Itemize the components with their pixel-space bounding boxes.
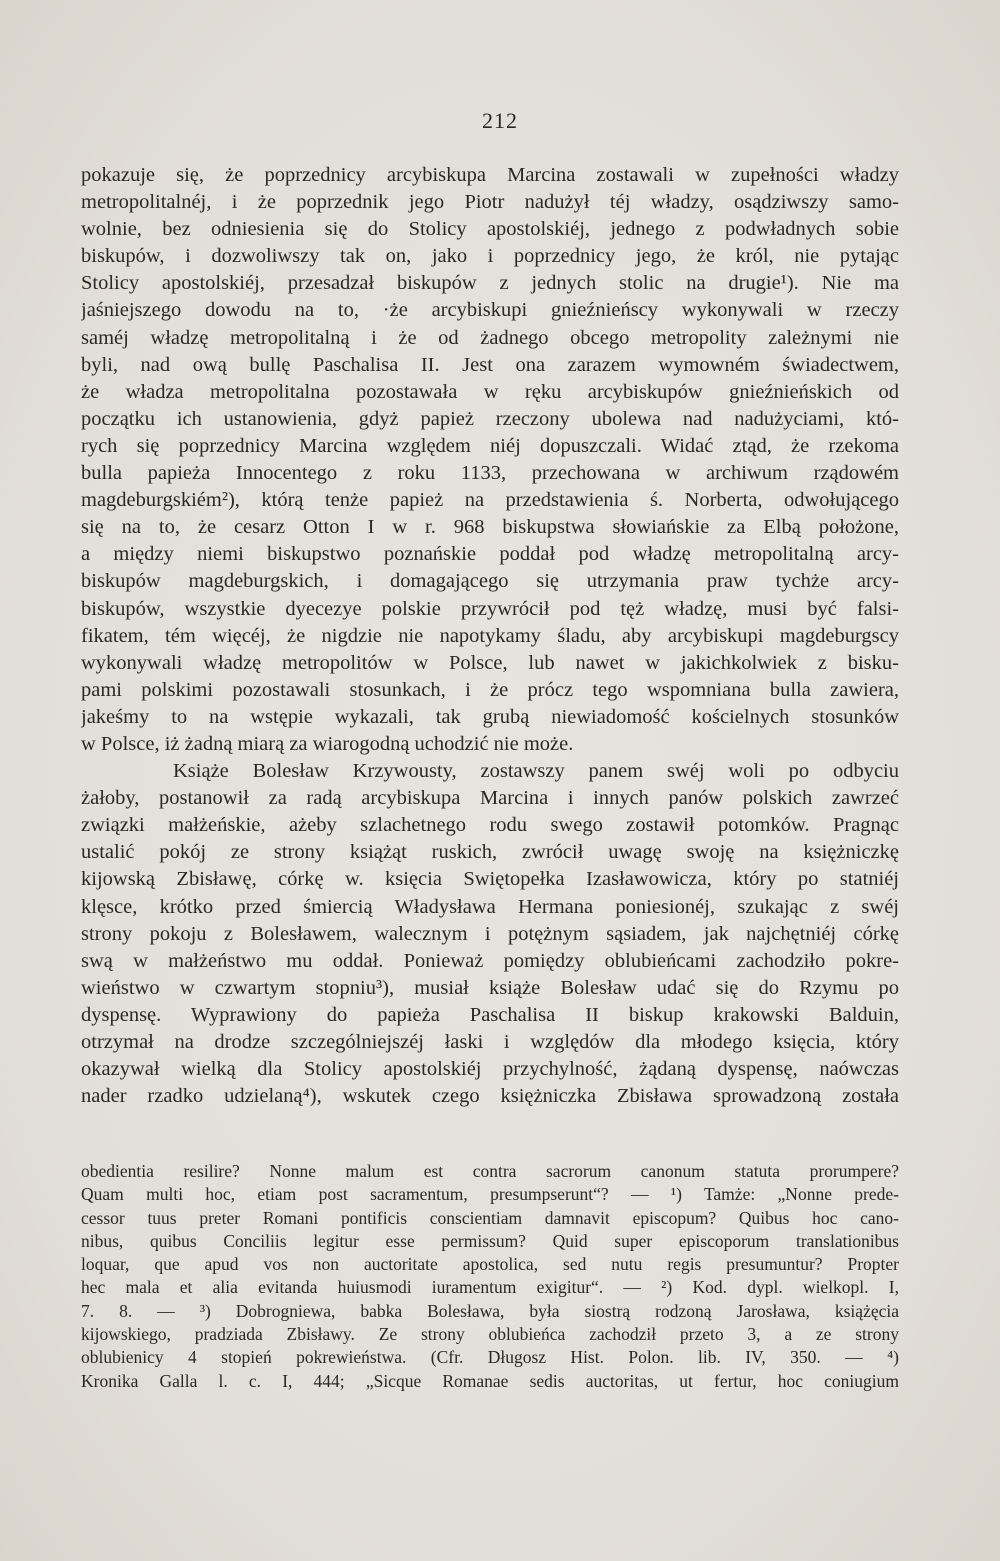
footnote-line: Quam multi hoc, etiam post sacramentum, presumpserunt“? — ¹) Tamże: „Nonne prede- bbox=[81, 1184, 899, 1205]
text-line: że władza metropolitalna pozostawała w ręku arcybiskupów gnieźnieńskich od bbox=[81, 380, 899, 403]
text-line: okazywał wielką dla Stolicy apostolskiéj przychylność, żądaną dyspensę, naówczas bbox=[81, 1058, 899, 1081]
text-line: wieństwo w czwartym stopniu³), musiał książe Bolesław udać się do Rzymu po bbox=[81, 976, 899, 999]
text-line: się na to, że cesarz Otton I w r. 968 biskupstwa słowiańskie za Elbą położone, bbox=[81, 516, 899, 539]
text-line: jaśniejszego dowodu na to, ·że arcybiskupi gnieźnieńscy wykonywali w rzeczy bbox=[81, 299, 899, 322]
text-line: biskupów, wszystkie dyecezye polskie przywrócił pod tęż władzę, musi być falsi- bbox=[81, 597, 899, 620]
text-line: jakeśmy to na wstępie wykazali, tak grubą niewiadomość kościelnych stosunków bbox=[81, 705, 899, 728]
text-line: rych się poprzednicy Marcina względem niéj dopuszczali. Widać ztąd, że rzekoma bbox=[81, 434, 899, 457]
footnote-line: hec mala et alia evitanda huiusmodi iuramentum exigitur“. — ²) Kod. dypl. wielkopl. I, bbox=[81, 1277, 899, 1298]
text-line: klęsce, krótko przed śmiercią Władysława Hermana poniesionéj, szukając z swéj bbox=[81, 895, 899, 918]
text-line: dyspensę. Wyprawiony do papieża Paschalisa II biskup krakowski Balduin, bbox=[81, 1003, 899, 1026]
footnote-line: loquar, que apud vos non auctoritate apostolica, sed nutu regis presumuntur? Propter bbox=[81, 1254, 899, 1275]
text-line: metropolitalnéj, i że poprzednik jego Piotr nadużył téj władzy, osądziwszy samo- bbox=[81, 191, 899, 214]
text-line: początku ich ustanowienia, gdyż papież rzeczony ubolewa nad nadużyciami, któ- bbox=[81, 407, 899, 430]
text-line: otrzymał na drodze szczególniejszéj łaski i względów dla młodego księcia, który bbox=[81, 1031, 899, 1053]
text-line: biskupów magdeburgskich, i domagającego się utrzymania praw tychże arcy- bbox=[81, 570, 899, 593]
footnote-line: 7. 8. — ³) Dobrogniewa, babka Bolesława, była siostrą rodzoną Jarosława, książęcia bbox=[81, 1300, 899, 1321]
paragraph-end-line: w Polsce, iż żadną miarą za wiarogodną uchodzić nie może. bbox=[81, 732, 574, 755]
text-line: saméj władzę metropolitalną i że od żadnego obcego metropolity zależnymi nie bbox=[81, 326, 899, 349]
page-number: 212 bbox=[482, 108, 518, 133]
text-line: bulla papieża Innocentego z roku 1133, przechowana w archiwum rządowém bbox=[81, 462, 899, 485]
text-line: strony pokoju z Bolesławem, walecznym i potężnym sąsiadem, jak najchętniéj córkę bbox=[81, 922, 899, 945]
footnote-line: oblubienicy 4 stopień pokrewieństwa. (Cfr. Długosz Hist. Polon. lib. IV, 350. — ⁴) bbox=[81, 1347, 899, 1368]
text-line: magdeburgskiém²), którą tenże papież na przedstawienia ś. Norberta, odwołującego bbox=[81, 489, 899, 512]
main-text bbox=[81, 162, 899, 1110]
paragraph-start-line: Książe Bolesław Krzywousty, zostawszy panem swéj woli po odbyciu bbox=[173, 760, 899, 783]
text-line: Stolicy apostolskiéj, przesadzał biskupów z jednych stolic na drugie¹). Nie ma bbox=[81, 272, 899, 295]
footnote-line: nibus, quibus Conciliis legitur esse permissum? Quid super episcoporum translationibus bbox=[81, 1230, 899, 1251]
text-line: pokazuje się, że poprzednicy arcybiskupa Marcina zostawali w zupełności władzy bbox=[81, 164, 899, 186]
text-line: nader rzadko udzielaną⁴), wskutek czego księżniczka Zbisława sprowadzoną została bbox=[81, 1085, 899, 1108]
text-line: byli, nad ową bullę Paschalisa II. Jest ona zarazem wymowném świadectwem, bbox=[81, 353, 899, 376]
text-line: wolnie, bez odniesienia się do Stolicy apostolskiéj, jednego z podwładnych sobie bbox=[81, 218, 899, 241]
text-line: ustalić pokój ze strony książąt ruskich, zwrócił uwagę swoję na księżniczkę bbox=[81, 841, 899, 864]
text-line: pami polskimi pozostawali stosunkach, i że prócz tego wspomniana bulla zawiera, bbox=[81, 678, 899, 701]
footnote-line: cessor tuus preter Romani pontificis conscientiam damnavit episcopum? Quibus hoc cano- bbox=[81, 1207, 899, 1228]
text-line: związki małżeńskie, ażeby szlachetnego rodu swego zostawił potomków. Pragnąc bbox=[81, 814, 899, 837]
text-line: biskupów, i dozwoliwszy tak on, jako i poprzednicy jego, że król, nie pytając bbox=[81, 245, 899, 268]
text-line: swą w małżeństwo mu oddał. Ponieważ pomiędzy oblubieńcami zachodziło pokre- bbox=[81, 949, 899, 972]
text-line: żałoby, postanowił za radą arcybiskupa Marcina i innych panów polskich zawrzeć bbox=[81, 787, 899, 810]
footnote-line: kijowskiego, pradziada Zbisławy. Ze strony oblubieńca zachodził przeto 3, a ze strony bbox=[81, 1324, 899, 1345]
text-line: a między niemi biskupstwo poznańskie poddał pod władzę metropolitalną arcy- bbox=[81, 543, 899, 566]
footnote-line: obedientia resilire? Nonne malum est contra sacrorum canonum statuta prorumpere? bbox=[81, 1161, 899, 1181]
footnote-line: Kronika Galla l. c. I, 444; „Sicque Romanae sedis auctoritas, ut fertur, hoc coniugium bbox=[81, 1370, 899, 1391]
text-line: fikatem, tém więcéj, że nigdzie nie napotykamy śladu, aby arcybiskupi magdeburgscy bbox=[81, 624, 899, 647]
text-line: kijowską Zbisławę, córkę w. księcia Swiętopełka Izasławowicza, który po statniéj bbox=[81, 868, 899, 891]
footnotes bbox=[81, 1160, 899, 1393]
text-line: wykonywali władzę metropolitów w Polsce, lub nawet w jakichkolwiek z bisku- bbox=[81, 651, 899, 674]
